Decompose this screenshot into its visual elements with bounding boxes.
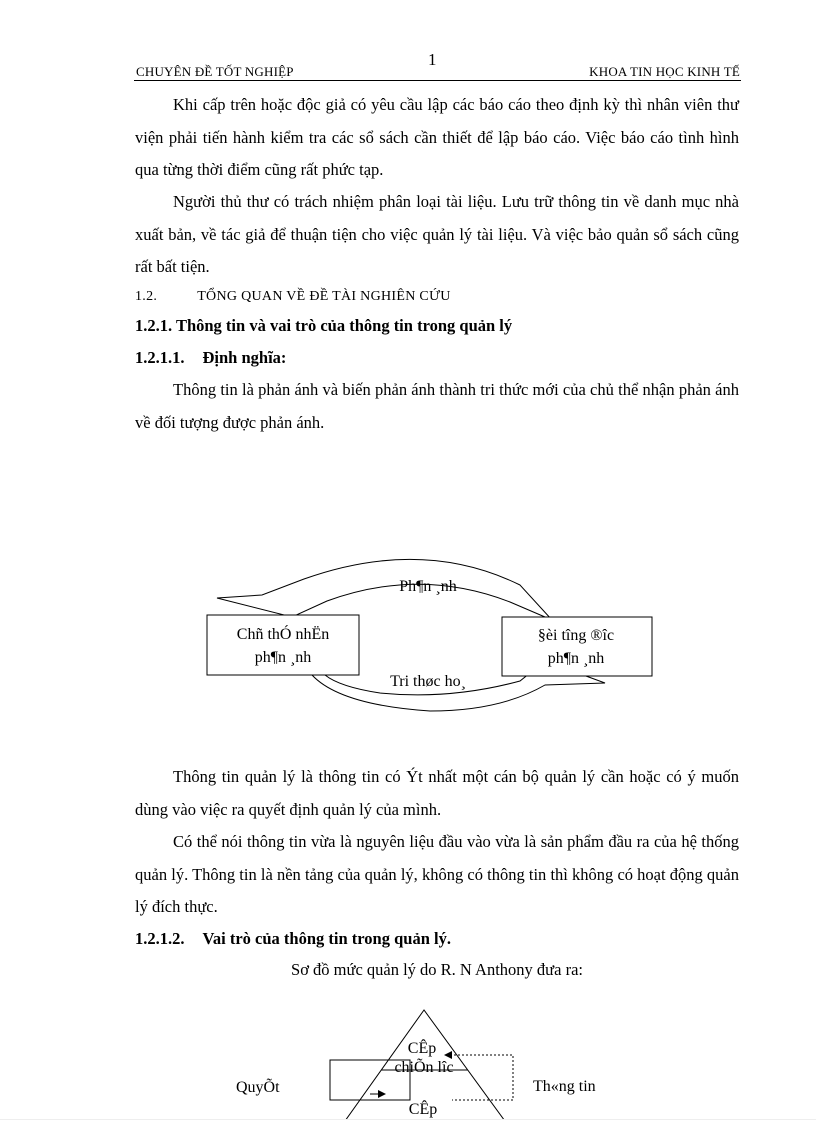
- reflect-label: Ph¶n ¸nh: [399, 578, 457, 595]
- strategic-level-line2: chiÕn lîc: [394, 1059, 454, 1076]
- heading-1-2-1: 1.2.1. Thông tin và vai trò của thông tin trong quản lý: [135, 316, 513, 335]
- information-label: Th«ng tin: [533, 1078, 596, 1095]
- object-label-line2: ph¶n ¸nh: [547, 650, 605, 667]
- top-arc-arrow: [217, 559, 552, 620]
- decision-label: QuyÕt: [236, 1079, 280, 1096]
- reflection-diagram: [200, 545, 660, 725]
- heading-number: 1.2.1.1.: [135, 348, 185, 367]
- heading-1-2-1-2: [135, 929, 451, 949]
- heading-number: 1.2.1.2.: [135, 929, 185, 948]
- section-number: 1.2.: [135, 289, 158, 304]
- management-pyramid: [220, 1008, 620, 1120]
- paragraph-1: Khi cấp trên hoặc độc giả có yêu cầu lập các báo cáo theo định kỳ thì nhân viên thư viện phải tiến hành kiểm tra các sổ sách cần thiết để lập báo cáo. Việc báo cáo tình hình qua từng thời điểm cũng rất phức tạp.: [135, 95, 739, 179]
- heading-title: Định nghĩa:: [202, 348, 287, 367]
- subject-box: [207, 615, 359, 675]
- page-number: 1: [428, 50, 437, 69]
- section-heading-1-2: [135, 289, 451, 305]
- paragraph-5: Có thể nói thông tin vừa là nguyên liệu đầu vào vừa là sản phẩm đầu ra của hệ thống quản lý. Thông tin là nền tảng của quản lý, không có thông tin thì không có hoạt động quản lý đích thực.: [135, 832, 739, 916]
- knowledge-label: Tri thøc ho¸: [390, 673, 466, 690]
- header-rule: [134, 80, 741, 81]
- page-bottom-edge: [0, 1119, 816, 1120]
- section-title: TỔNG QUAN VỀ ĐỀ TÀI NGHIÊN CỨU: [197, 289, 451, 304]
- header-left: CHUYÊN ĐỀ TỐT NGHIỆP: [136, 64, 294, 79]
- paragraph-3: Thông tin là phản ánh và biến phản ánh thành tri thức mới của chủ thể nhận phản ánh về đối tượng được phản ánh.: [135, 380, 739, 432]
- heading-title: Vai trò của thông tin trong quản lý.: [202, 929, 451, 948]
- middle-level-label: CÊp: [408, 1101, 438, 1118]
- object-box: [502, 617, 652, 676]
- paragraph-4: Thông tin quản lý là thông tin có Ýt nhất một cán bộ quản lý cần hoặc có ý muốn dùng vào việc ra quyết định quản lý của mình.: [135, 767, 739, 819]
- subject-label-line2: ph¶n ¸nh: [254, 649, 312, 666]
- heading-1-2-1-1: [135, 348, 286, 368]
- subject-label-line1: Chñ thÓ nhËn: [236, 626, 330, 643]
- paragraph-2: Người thủ thư có trách nhiệm phân loại tài liệu. Lưu trữ thông tin về danh mục nhà xuất bản, về tác giả để thuận tiện cho việc quản lý tài liệu. Và việc bảo quản sổ sách cũng rất bất tiện.: [135, 192, 739, 276]
- object-label-line1: §èi tîng ®îc: [537, 627, 615, 644]
- header-right: KHOA TIN HỌC KINH TẾ: [589, 64, 740, 79]
- strategic-level-line1: CÊp: [407, 1040, 437, 1057]
- diagram-caption: Sơ đồ mức quản lý do R. N Anthony đưa ra:: [291, 960, 583, 979]
